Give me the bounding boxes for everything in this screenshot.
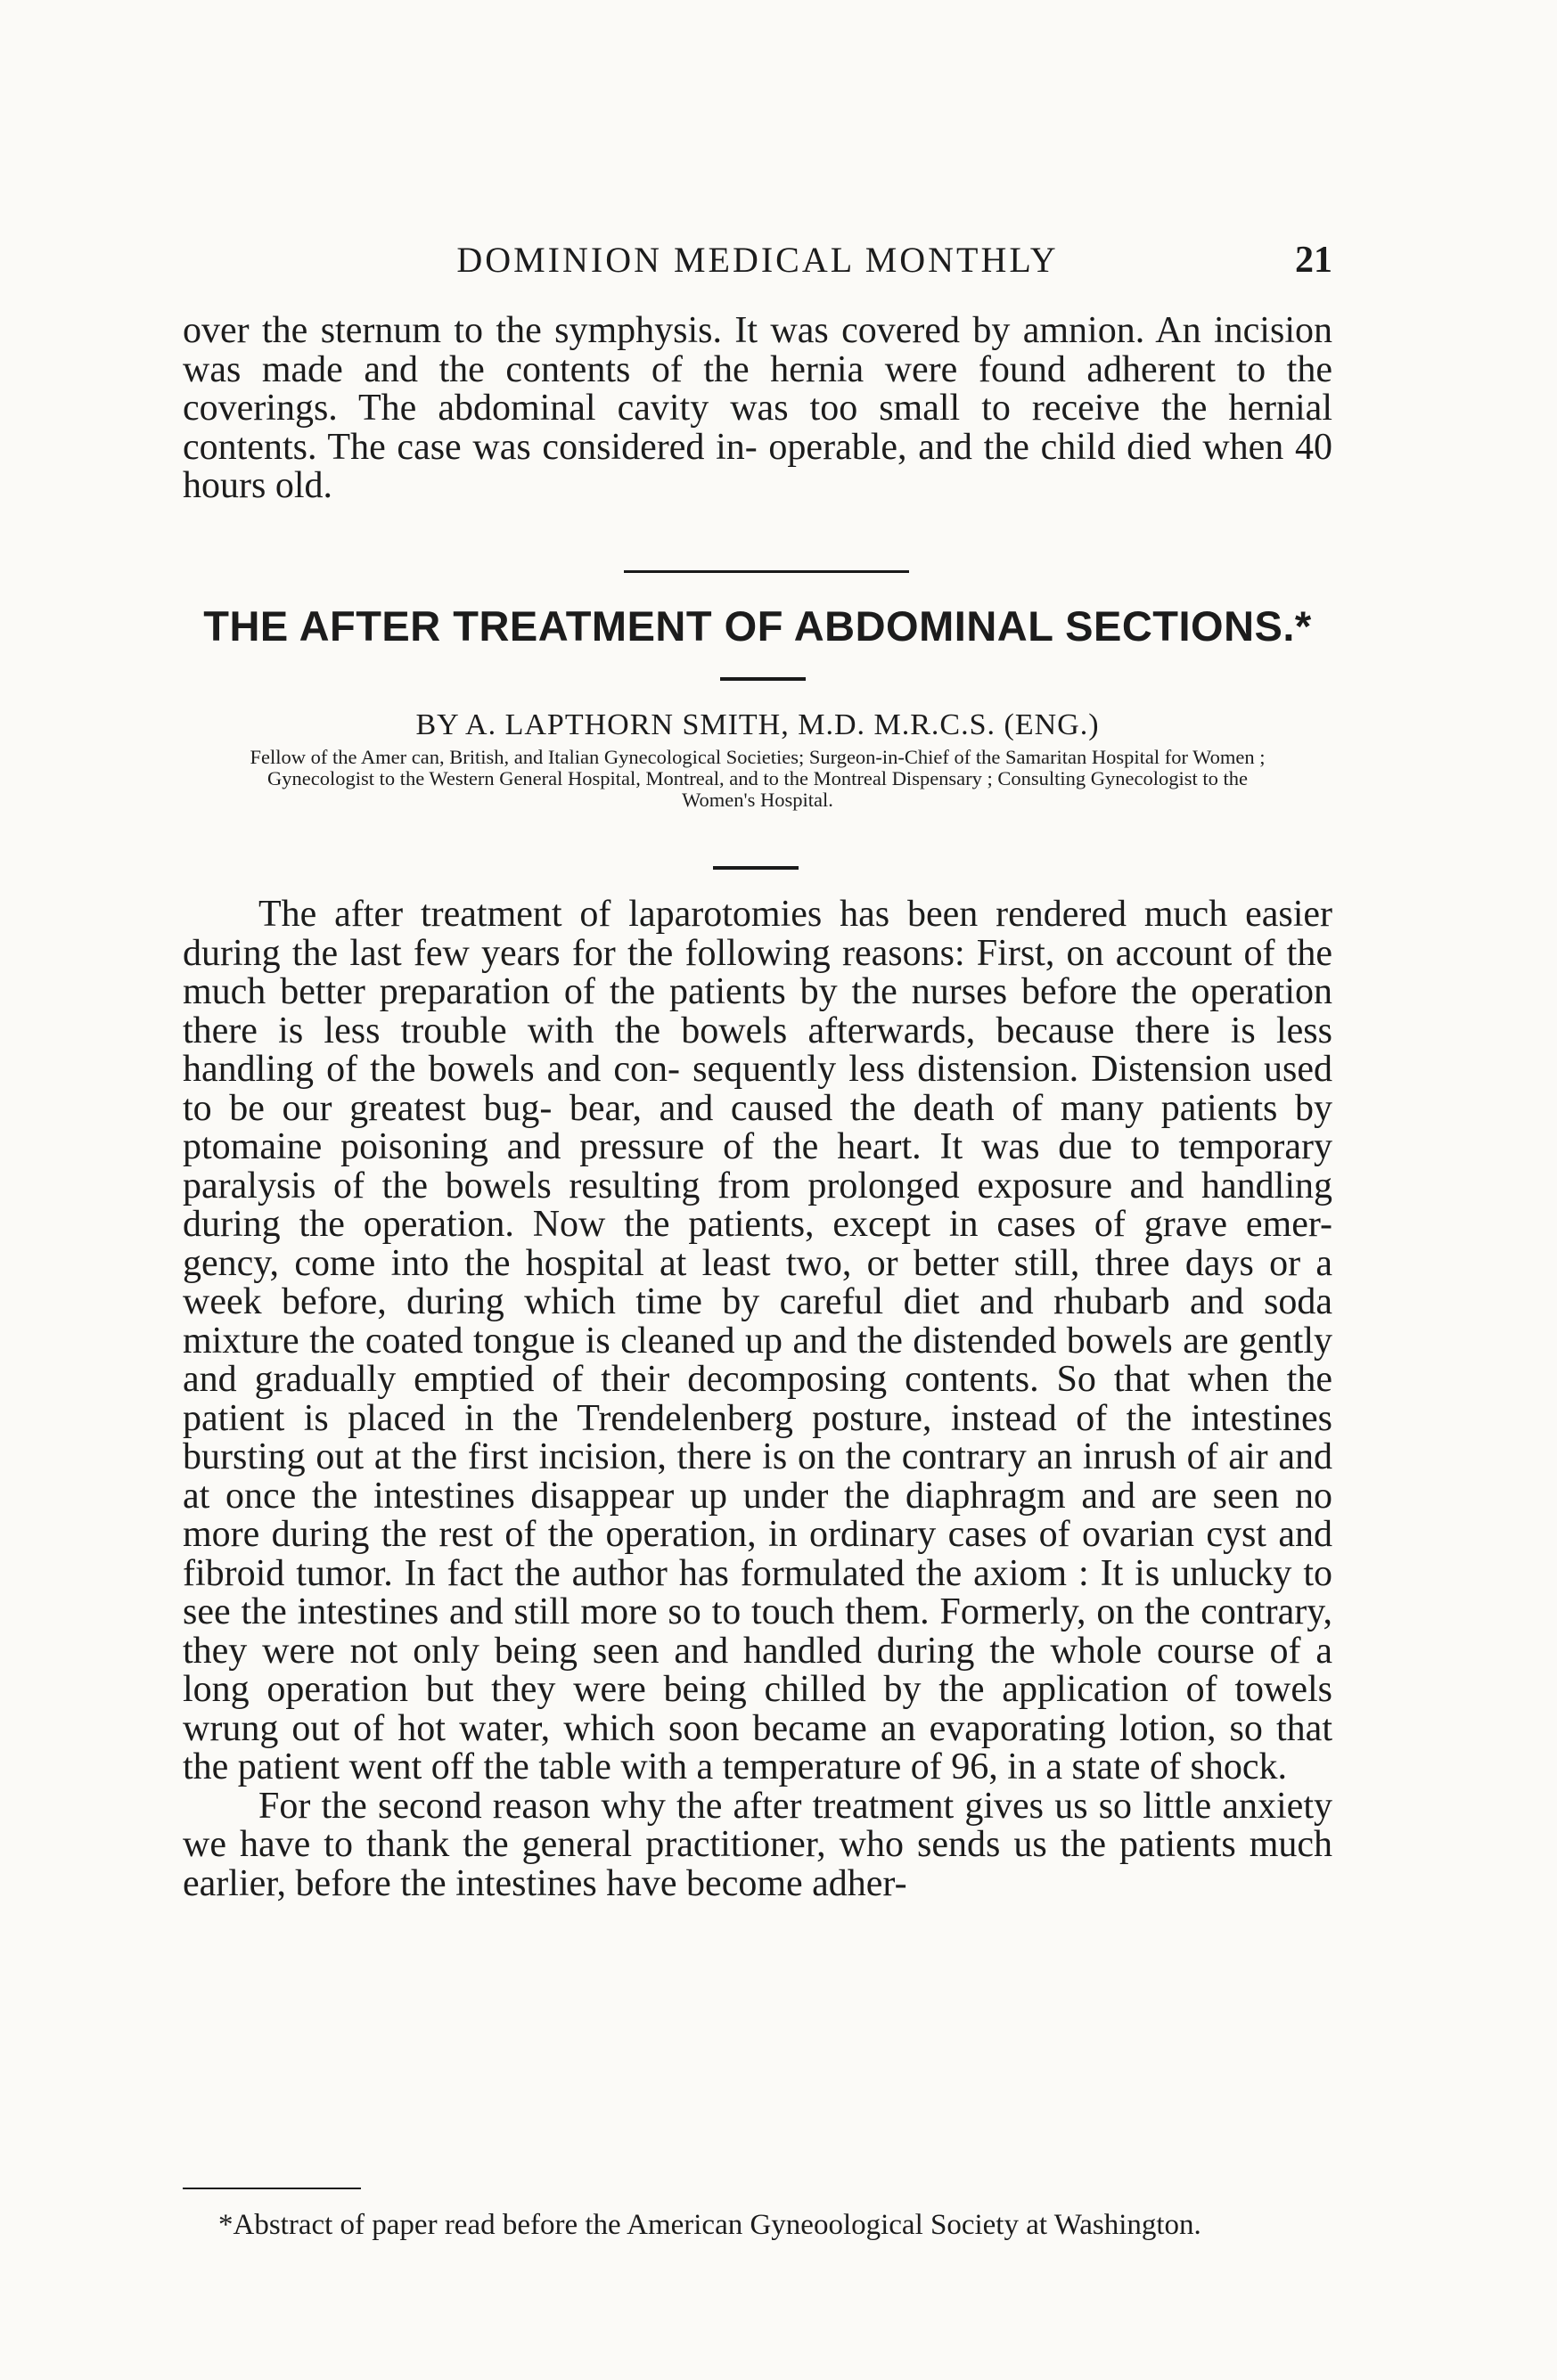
section-divider — [624, 570, 909, 573]
article-body — [183, 896, 1332, 1903]
running-head — [183, 239, 1332, 283]
journal-name: DOMINION MEDICAL MONTHLY — [456, 240, 1059, 280]
author-byline: BY A. LAPTHORN SMITH, M.D. M.R.C.S. (ENG.) — [415, 708, 1100, 741]
footnote: *Abstract of paper read before the American Gyneoological Society at Washington. — [218, 2209, 1201, 2241]
preceding-article-ending — [183, 312, 1332, 506]
article-title: THE AFTER TREATMENT OF ABDOMINAL SECTIONS.* — [203, 602, 1312, 650]
byline-divider — [713, 866, 799, 870]
page-number: 21 — [1295, 240, 1332, 281]
author-credentials: Fellow of the Amer can, British, and Italian Gynecological Societies; Surgeon-in-Chief of the Samaritan Hospital for Women ; Gynecologist to the Western General Hospital, Montreal, and to the Montreal Dispensary ; Consulting Gynecologist to the Women's Hospital. — [250, 746, 1266, 811]
body-paragraph-2: For the second reason why the after treatment gives us so little anxiety we have to thank the general practitioner, who sends us the patients much earlier, before the intestines have become adher- — [183, 1785, 1332, 1904]
title-underline — [720, 677, 806, 681]
footnote-rule — [183, 2188, 361, 2189]
preceding-paragraph: over the sternum to the symphysis. It was covered by amnion. An incision was made and the contents of the hernia were found adherent to the coverings. The abdominal cavity was too small to receive the hernial contents. The case was considered in- operable, and the child died when 40 hours old. — [183, 310, 1332, 506]
body-paragraph-1: The after treatment of laparotomies has been rendered much easier during the last few years for the following reasons: First, on account of the much better preparation of the patients by the nurses before the operation there is less trouble with the bowels afterwards, because there is less handling of the bowels and con- sequently less distension. Distension used to be our greatest bug- bear, and caused the death of many patients by ptomaine poisoning and pressure of the heart. It was due to temporary paralysis of the bowels resulting from prolonged exposure and handling during the operation. Now the patients, except in cases of grave emer- gency, come into the hospital at least two, or better still, three days or a week before, during which time by careful diet and rhubarb and soda mixture the coated tongue is cleaned up and the distended bowels are gently and gradually emptied of their decomposing contents. So that when the patient is placed in the Trendelenberg posture, instead of the intestines bursting out at the first incision, there is on the contrary an inrush of air and at once the intestines disappear up under the diaphragm and are seen no more during the rest of the operation, in ordinary cases of ovarian cyst and fibroid tumor. In fact the author has formulated the axiom : It is unlucky to see the intestines and still more so to touch them. Formerly, on the contrary, they were not only being seen and handled during the whole course of a long operation but they were being chilled by the application of towels wrung out of hot water, which soon became an evaporating lotion, so that the patient went off the table with a temperature of 96, in a state of shock. — [183, 894, 1332, 1787]
